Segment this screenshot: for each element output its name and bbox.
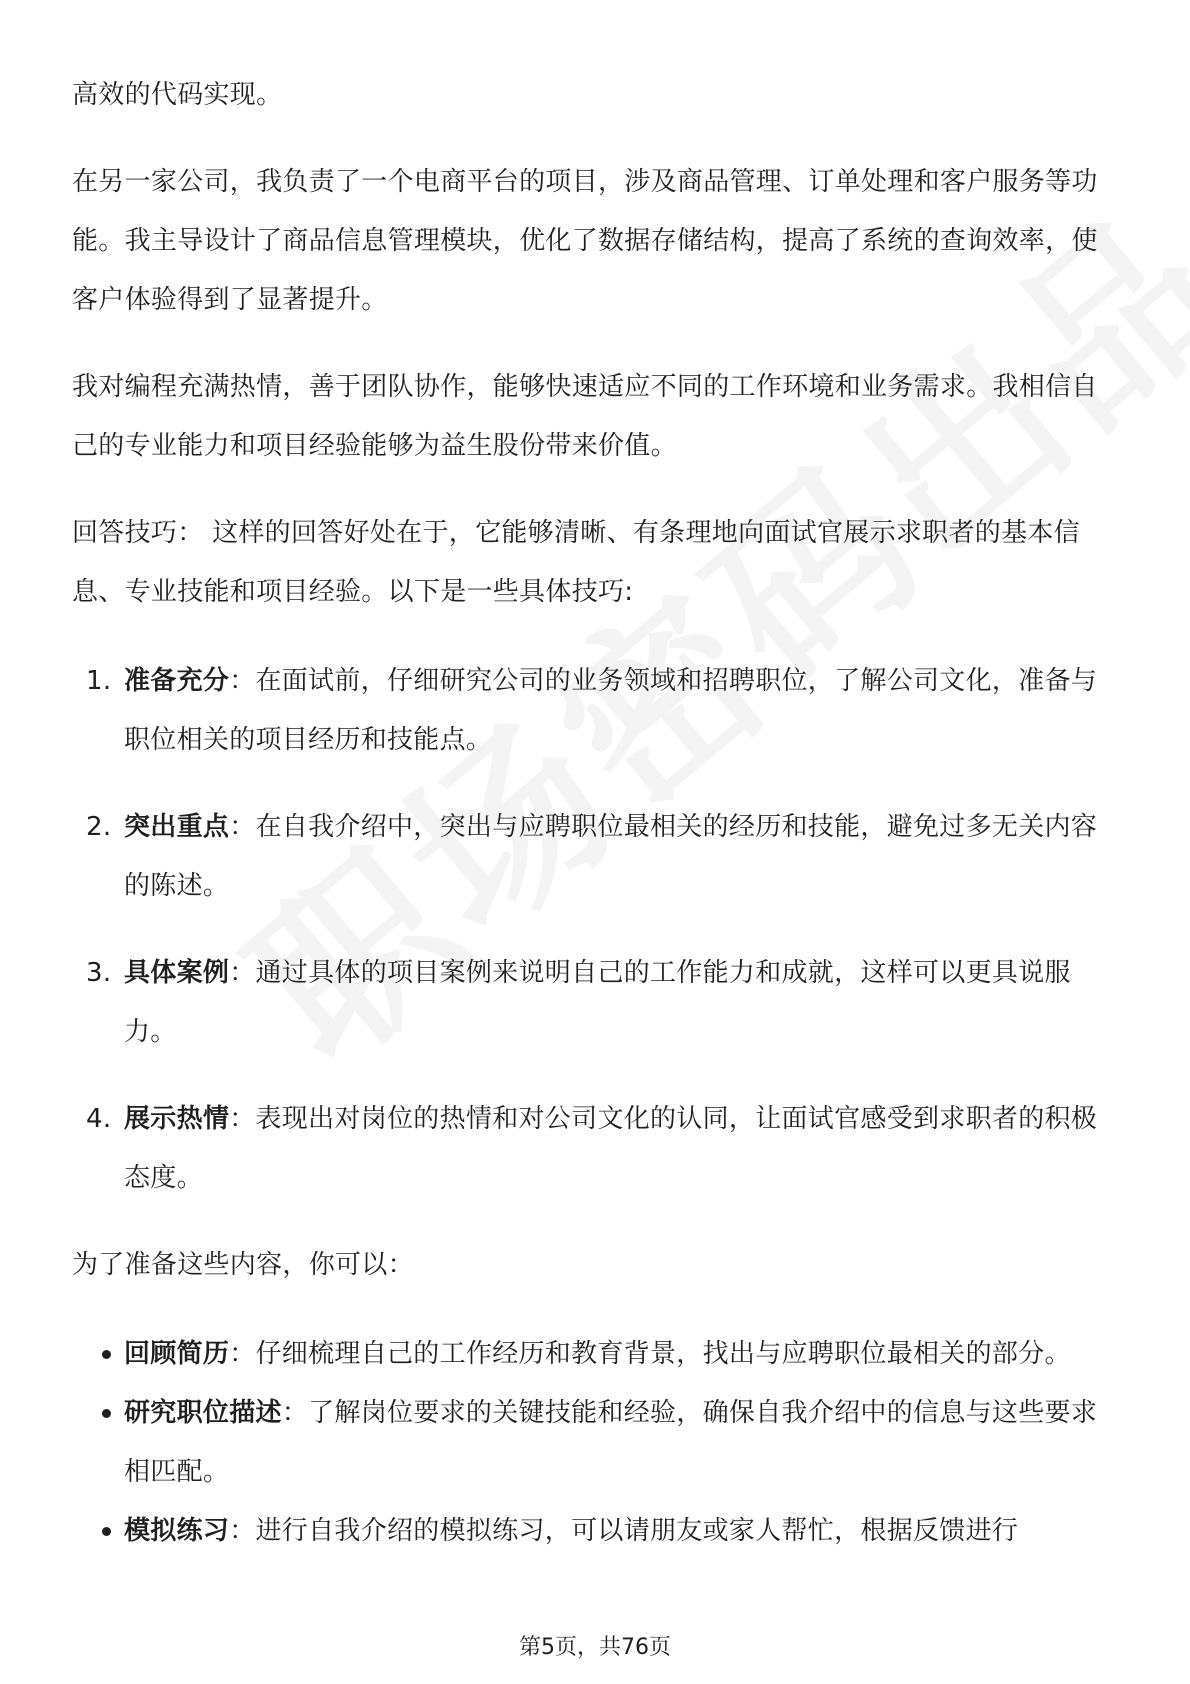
prep-title: 回顾简历 <box>124 1339 230 1369</box>
prep-item <box>72 1325 1122 1384</box>
tip-text: ：在面试前，仔细研究公司的业务领域和招聘职位，了解公司文化，准备与职位相关的项目经历和技能点。 <box>124 666 1098 755</box>
tip-item <box>72 798 1122 916</box>
document-body <box>72 66 1122 1561</box>
tip-title: 准备充分 <box>124 666 230 696</box>
bullet-icon <box>102 1409 111 1418</box>
prep-title: 研究职位描述 <box>124 1398 282 1428</box>
prep-text: ：进行自我介绍的模拟练习，可以请朋友或家人帮忙，根据反馈进行 <box>229 1516 1019 1546</box>
prep-item <box>72 1384 1122 1502</box>
bullet-icon <box>102 1527 111 1536</box>
tip-text: ：通过具体的项目案例来说明自己的工作能力和成就，这样可以更具说服力。 <box>124 958 1071 1047</box>
ecommerce-paragraph: 在另一家公司，我负责了一个电商平台的项目，涉及商品管理、订单处理和客户服务等功能。我主导设计了商品信息管理模块，优化了数据存储结构，提高了系统的查询效率，使客户体验得到了显著提升。 <box>72 167 1098 315</box>
prep-text: ：了解岗位要求的关键技能和经验，确保自我介绍中的信息与这些要求相匹配。 <box>124 1398 1098 1487</box>
prep-title: 模拟练习 <box>124 1516 230 1546</box>
intro-tail-paragraph: 高效的代码实现。 <box>72 80 283 110</box>
tip-number: 1. <box>86 666 112 696</box>
bullet-icon <box>102 1350 111 1359</box>
tip-text: ：在自我介绍中，突出与应聘职位最相关的经历和技能，避免过多无关内容的陈述。 <box>124 812 1098 901</box>
tip-item <box>72 652 1122 770</box>
tips-intro-paragraph: 回答技巧： 这样的回答好处在于，它能够清晰、有条理地向面试官展示求职者的基本信息、专业技能和项目经验。以下是一些具体技巧: <box>72 518 1080 607</box>
tip-title: 展示热情 <box>124 1104 230 1134</box>
tip-number: 2. <box>86 812 112 842</box>
tip-text: ：表现出对岗位的热情和对公司文化的认同，让面试官感受到求职者的积极态度。 <box>124 1104 1098 1193</box>
tip-number: 4. <box>86 1104 112 1134</box>
prep-text: ：仔细梳理自己的工作经历和教育背景，找出与应聘职位最相关的部分。 <box>229 1339 1071 1369</box>
prep-item <box>72 1502 1122 1561</box>
tip-item <box>72 944 1122 1062</box>
tip-title: 突出重点 <box>124 812 230 842</box>
prep-intro-paragraph: 为了准备这些内容，你可以： <box>72 1250 414 1280</box>
tip-number: 3. <box>86 958 112 988</box>
prep-list <box>72 1325 1122 1561</box>
tip-title: 具体案例 <box>124 958 230 988</box>
tip-item <box>72 1090 1122 1208</box>
tips-list <box>72 652 1122 1208</box>
passion-paragraph: 我对编程充满热情，善于团队协作，能够快速适应不同的工作环境和业务需求。我相信自己的专业能力和项目经验能够为益生股份带来价值。 <box>72 372 1098 461</box>
page-number-footer: 第5页，共76页 <box>519 1635 671 1660</box>
